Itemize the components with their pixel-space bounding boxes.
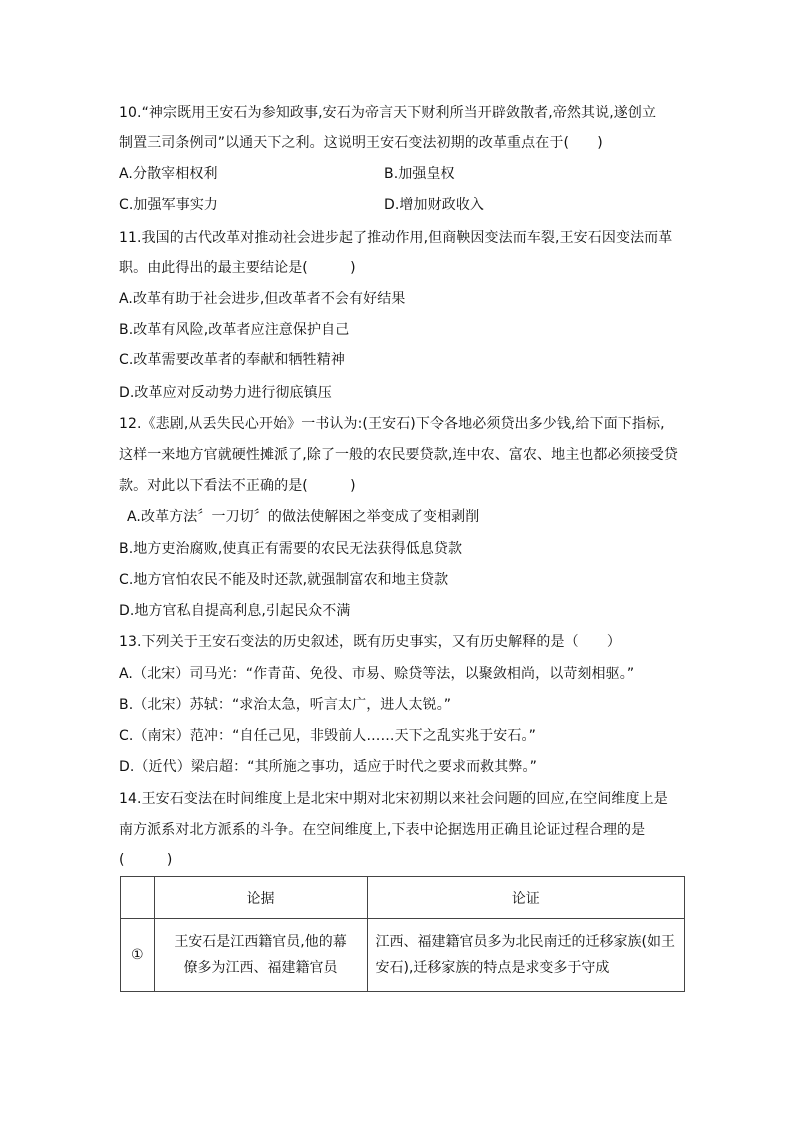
q11-option-a: A.改革有助于社会进步,但改革者不会有好结果 xyxy=(119,291,406,307)
table-row xyxy=(121,919,685,992)
q12-stem-line2: 这样一来地方官就硬性摊派了,除了一般的农民要贷款,连中农、富农、地主也都必须接受贷 xyxy=(119,447,678,463)
table-header-basis: 论据 xyxy=(154,877,367,919)
q12-stem-line3: 款。对此以下看法不正确的是( ) xyxy=(119,478,356,494)
q13-stem: 13.下列关于王安石变法的历史叙述，既有历史事实，又有历史解释的是（ ） xyxy=(119,634,621,650)
q11-stem-line2: 职。由此得出的最主要结论是( ) xyxy=(119,260,356,276)
q14-stem-line3: ( ) xyxy=(119,852,173,868)
table-row-basis-line2: 僚多为江西、福建籍官员 xyxy=(183,960,338,976)
q12-option-a: A.改革方法〞一刀切〞的做法使解困之举变成了变相剥削 xyxy=(127,509,480,525)
q12-option-d: D.地方官私自提高利息,引起民众不满 xyxy=(119,603,351,619)
table-header-row xyxy=(121,877,685,919)
q11-option-d: D.改革应对反动势力进行彻底镇压 xyxy=(119,385,332,401)
table-row-num: ① xyxy=(121,919,155,992)
q10-stem-line2: 制置三司条例司”以通天下之利。这说明王安石变法初期的改革重点在于( ) xyxy=(119,135,603,151)
table-header-num xyxy=(121,877,155,919)
q13-option-c: C.（南宋）范冲：“自任己见，非毁前人……天下之乱实兆于安石。” xyxy=(119,728,536,744)
q13-option-a: A.（北宋）司马光：“作青苗、免役、市易、赊贷等法，以聚敛相尚，以苛刻相驱。” xyxy=(119,666,635,682)
q14-argument-table xyxy=(120,876,685,992)
q10-option-b: B.加强皇权 xyxy=(384,166,455,182)
table-row-argument-line1: 江西、福建籍官员多为北民南迁的迁移家族(如王 xyxy=(375,934,675,950)
q14-stem-line2: 南方派系对北方派系的斗争。在空间维度上,下表中论据选用正确且论证过程合理的是 xyxy=(119,822,646,838)
q14-stem-line1: 14.王安石变法在时间维度上是北宋中期对北宋初期以来社会问题的回应,在空间维度上是 xyxy=(119,791,668,807)
table-row-basis xyxy=(154,919,367,992)
table-row-basis-line1: 王安石是江西籍官员,他的幕 xyxy=(174,934,347,950)
table-row-argument xyxy=(367,919,684,992)
q12-option-c: C.地方官怕农民不能及时还款,就强制富农和地主贷款 xyxy=(119,572,449,588)
q12-option-b: B.地方吏治腐败,使真正有需要的农民无法获得低息贷款 xyxy=(119,541,463,557)
q12-stem-line1: 12.《悲剧,从丢失民心开始》一书认为:(王安石)下令各地必须贷出多少钱,给下面下指标, xyxy=(119,416,665,432)
table-row-argument-line2: 安石),迁移家族的特点是求变多于守成 xyxy=(375,960,610,976)
q11-option-c: C.改革需要改革者的奉献和牺牲精神 xyxy=(119,352,345,368)
q11-stem-line1: 11.我国的古代改革对推动社会进步起了推动作用,但商鞅因变法而车裂,王安石因变法而革 xyxy=(119,230,673,246)
q10-stem-line1: 10.“神宗既用王安石为参知政事,安石为帝言天下财利所当开辟敛散者,帝然其说,遂创立 xyxy=(119,105,657,121)
table-header-argument: 论证 xyxy=(367,877,684,919)
q10-option-d: D.增加财政收入 xyxy=(384,197,485,213)
q10-option-c: C.加强军事实力 xyxy=(119,197,219,213)
q11-option-b: B.改革有风险,改革者应注意保护自己 xyxy=(119,322,350,338)
q13-option-d: D.（近代）梁启超：“其所施之事功，适应于时代之要求而救其弊。” xyxy=(119,759,537,775)
q13-option-b: B.（北宋）苏轼：“求治太急，听言太广，进人太锐。” xyxy=(119,697,452,713)
q10-option-a: A.分散宰相权利 xyxy=(119,166,218,182)
